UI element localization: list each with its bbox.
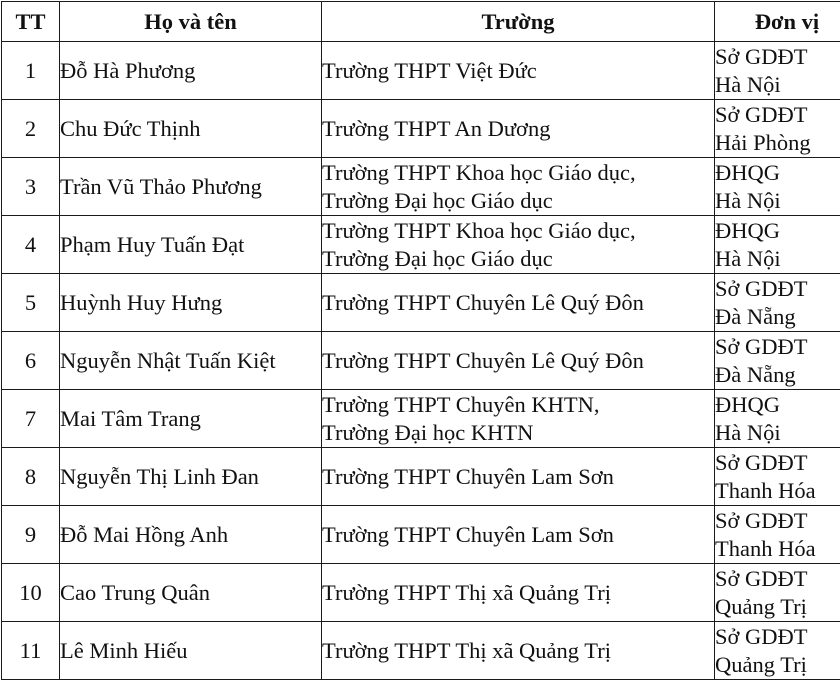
school-cell <box>322 390 715 448</box>
student-name: Phạm Huy Tuấn Đạt <box>60 216 322 274</box>
row-number: 7 <box>2 390 60 448</box>
header-row <box>2 2 840 42</box>
header-tt: TT <box>2 2 60 42</box>
unit-line: Sở GDĐT <box>715 333 840 361</box>
row-number: 4 <box>2 216 60 274</box>
unit-line: Hà Nội <box>715 71 840 99</box>
row-number: 3 <box>2 158 60 216</box>
school-cell <box>322 622 715 680</box>
unit-cell <box>715 622 840 680</box>
school-cell <box>322 216 715 274</box>
row-number: 1 <box>2 42 60 100</box>
school-line: Trường THPT Chuyên Lê Quý Đôn <box>322 347 714 375</box>
unit-line: Đà Nẵng <box>715 303 840 331</box>
student-table <box>1 1 840 680</box>
student-name: Đỗ Mai Hồng Anh <box>60 506 322 564</box>
table-row <box>2 564 840 622</box>
school-cell <box>322 564 715 622</box>
row-number: 6 <box>2 332 60 390</box>
school-line: Trường THPT Chuyên Lam Sơn <box>322 521 714 549</box>
table-row <box>2 390 840 448</box>
school-cell <box>322 158 715 216</box>
unit-cell <box>715 100 840 158</box>
unit-line: ĐHQG <box>715 391 840 419</box>
school-line: Trường THPT Việt Đức <box>322 57 714 85</box>
school-line: Trường THPT An Dương <box>322 115 714 143</box>
unit-line: Hà Nội <box>715 419 840 447</box>
unit-cell <box>715 158 840 216</box>
student-name: Nguyễn Nhật Tuấn Kiệt <box>60 332 322 390</box>
unit-line: Thanh Hóa <box>715 535 840 563</box>
school-line: Trường THPT Chuyên Lê Quý Đôn <box>322 289 714 317</box>
table-row <box>2 158 840 216</box>
table-row <box>2 506 840 564</box>
unit-line: Sở GDĐT <box>715 507 840 535</box>
school-cell <box>322 42 715 100</box>
unit-line: Sở GDĐT <box>715 101 840 129</box>
school-cell <box>322 274 715 332</box>
student-name: Chu Đức Thịnh <box>60 100 322 158</box>
unit-cell <box>715 448 840 506</box>
school-line: Trường Đại học Giáo dục <box>322 187 714 215</box>
student-name: Đỗ Hà Phương <box>60 42 322 100</box>
student-name: Cao Trung Quân <box>60 564 322 622</box>
unit-line: Hà Nội <box>715 187 840 215</box>
unit-line: Đà Nẵng <box>715 361 840 389</box>
school-line: Trường THPT Chuyên Lam Sơn <box>322 463 714 491</box>
unit-cell <box>715 564 840 622</box>
unit-cell <box>715 390 840 448</box>
table-row <box>2 216 840 274</box>
student-name: Huỳnh Huy Hưng <box>60 274 322 332</box>
header-name: Họ và tên <box>60 2 322 42</box>
row-number: 10 <box>2 564 60 622</box>
school-line: Trường THPT Khoa học Giáo dục, <box>322 159 714 187</box>
table-row <box>2 274 840 332</box>
unit-line: Quảng Trị <box>715 651 840 679</box>
table-row <box>2 448 840 506</box>
unit-line: Hải Phòng <box>715 129 840 157</box>
unit-line: Sở GDĐT <box>715 449 840 477</box>
table-body <box>2 42 840 680</box>
unit-cell <box>715 506 840 564</box>
header-unit: Đơn vị <box>715 2 840 42</box>
unit-line: Hà Nội <box>715 245 840 273</box>
school-cell <box>322 448 715 506</box>
unit-line: Sở GDĐT <box>715 623 840 651</box>
unit-line: Quảng Trị <box>715 593 840 621</box>
school-line: Trường THPT Thị xã Quảng Trị <box>322 579 714 607</box>
row-number: 2 <box>2 100 60 158</box>
school-line: Trường THPT Chuyên KHTN, <box>322 391 714 419</box>
unit-cell <box>715 274 840 332</box>
unit-line: ĐHQG <box>715 159 840 187</box>
school-line: Trường Đại học Giáo dục <box>322 245 714 273</box>
school-line: Trường Đại học KHTN <box>322 419 714 447</box>
school-cell <box>322 100 715 158</box>
school-cell <box>322 332 715 390</box>
table-row <box>2 622 840 680</box>
table-row <box>2 42 840 100</box>
school-line: Trường THPT Thị xã Quảng Trị <box>322 637 714 665</box>
header-school: Trường <box>322 2 715 42</box>
row-number: 5 <box>2 274 60 332</box>
row-number: 11 <box>2 622 60 680</box>
table-header <box>2 2 840 42</box>
unit-line: ĐHQG <box>715 217 840 245</box>
school-cell <box>322 506 715 564</box>
unit-line: Sở GDĐT <box>715 275 840 303</box>
student-name: Trần Vũ Thảo Phương <box>60 158 322 216</box>
unit-cell <box>715 332 840 390</box>
row-number: 9 <box>2 506 60 564</box>
unit-cell <box>715 42 840 100</box>
student-name: Lê Minh Hiếu <box>60 622 322 680</box>
student-name: Nguyễn Thị Linh Đan <box>60 448 322 506</box>
unit-cell <box>715 216 840 274</box>
unit-line: Thanh Hóa <box>715 477 840 505</box>
unit-line: Sở GDĐT <box>715 43 840 71</box>
school-line: Trường THPT Khoa học Giáo dục, <box>322 217 714 245</box>
row-number: 8 <box>2 448 60 506</box>
table-row <box>2 100 840 158</box>
unit-line: Sở GDĐT <box>715 565 840 593</box>
table-row <box>2 332 840 390</box>
student-name: Mai Tâm Trang <box>60 390 322 448</box>
